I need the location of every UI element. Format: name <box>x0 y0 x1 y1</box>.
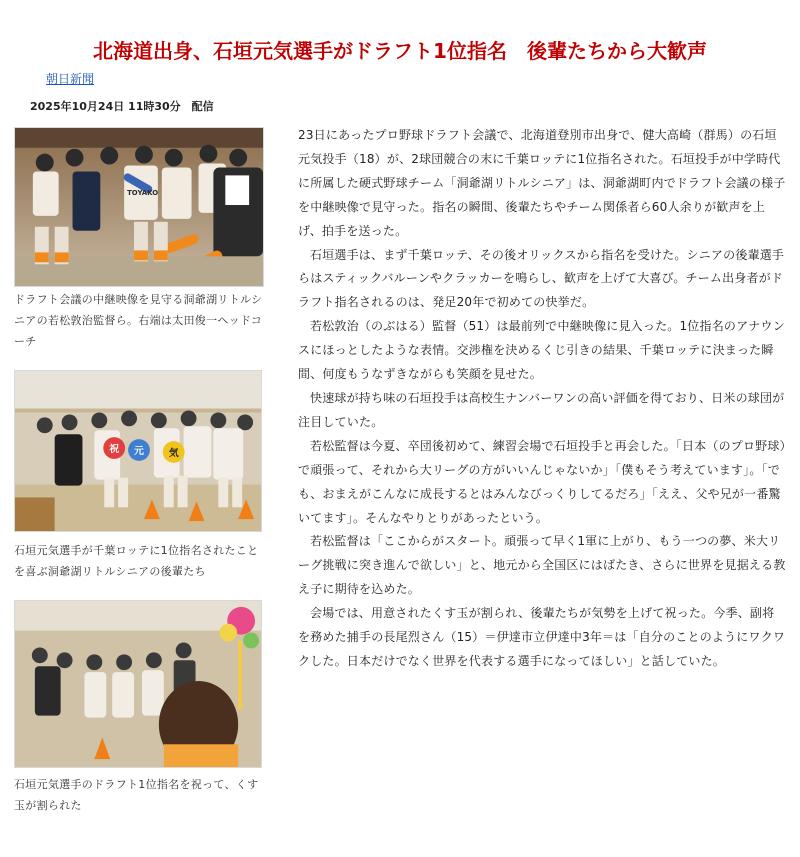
article-body <box>298 124 786 674</box>
sign-char-1: 祝 <box>109 444 120 455</box>
photo-watching-broadcast <box>14 127 264 287</box>
jersey-text: TOYAKO <box>127 189 159 198</box>
article-paragraph: 石垣選手は、まず千葉ロッテ、その後オリックスから指名を受けた。シニアの後輩選手らはスティックバルーンやクラッカーを鳴らし、歓声を上げて大喜び。チーム出身者がドラフト指名されるのは、発足20年で初めての快挙だ。 <box>298 247 785 310</box>
article-paragraph: 快速球が持ち味の石垣投手は高校生ナンバーワンの高い評価を得ており、日米の球団が注目していた。 <box>298 390 785 429</box>
article-paragraph: 若松監督は今夏、卒団後初めて、練習会場で石垣投手と再会した。「日本（のプロ野球）で頑張って、それから大リーグの方がいいんじゃないか」「僕もそう考えています」。「でも、おまえがこんなに成長するとはみんなびっくりしてるだろ」「ええ、父や兄が一番驚いてます」。そんなやりとりがあったという。 <box>298 438 786 525</box>
article-paragraph: 23日にあったプロ野球ドラフト会議で、北海道登別市出身で、健大高崎（群馬）の石垣元気投手（18）が、2球団競合の末に千葉ロッテに1位指名された。石垣投手が中学時代に所属した硬式野球チーム「洞爺湖リトルシニア」は、洞爺湖町内でドラフト会議の様子を中継映像で見守った。指名の瞬間、後輩たちやチーム関係者ら60人余りが歓声を上げ、拍手を送った。 <box>298 128 786 238</box>
photo-caption-1: ドラフト会議の中継映像を見守る洞爺湖リトルシニアの若松敦治監督ら。右端は太田俊一ヘッドコーチ <box>14 293 263 348</box>
photo-caption-2: 石垣元気選手が千葉ロッテに1位指名されたことを喜ぶ洞爺湖リトルシニアの後輩たち <box>14 544 259 578</box>
photo-caption-3: 石垣元気選手のドラフト1位指名を祝って、くす玉が割られた <box>14 778 259 812</box>
article-paragraph: 若松敦治（のぶはる）監督（51）は最前列で中継映像に見入った。1位指名のアナウンスにほっとしたような表情。交渉権を決めるくじ引きの結果、千葉ロッテに決まった瞬間、何度もうなずきながらも笑顔を見せた。 <box>298 319 785 382</box>
article-dateline: 2025年10月24日 11時30分 配信 <box>30 100 214 113</box>
article-paragraph: 会場では、用意されたくす玉が割られ、後輩たちが気勢を上げて祝った。今季、副将を務めた捕手の長尾烈さん（15）＝伊達市立伊達中3年＝は「自分のことのようにワクワクした。日本だけでなく世界を代表する選手になってほしい」と話していた。 <box>298 606 786 668</box>
photo-celebrating-team-image <box>15 371 261 531</box>
photo-kusudama <box>14 600 262 768</box>
photo-celebrating-team <box>14 370 262 532</box>
photo-kusudama-image <box>15 601 261 767</box>
article-paragraph: 若松監督は「ここからがスタート。頑張って早く1軍に上がり、もう一つの夢、米大リーグ挑戦に突き進んで欲しい」と、地元から全国区にはばたき、さらに世界を見据える教え子に期待を込めた。 <box>298 534 786 597</box>
photo-watching-broadcast-image <box>15 128 263 286</box>
sign-char-2: 元 <box>134 445 144 457</box>
sign-char-3: 気 <box>168 447 179 459</box>
article-headline: 北海道出身、石垣元気選手がドラフト1位指名 後輩たちから大歓声 <box>93 39 707 64</box>
source-link[interactable]: 朝日新聞 <box>46 72 95 86</box>
